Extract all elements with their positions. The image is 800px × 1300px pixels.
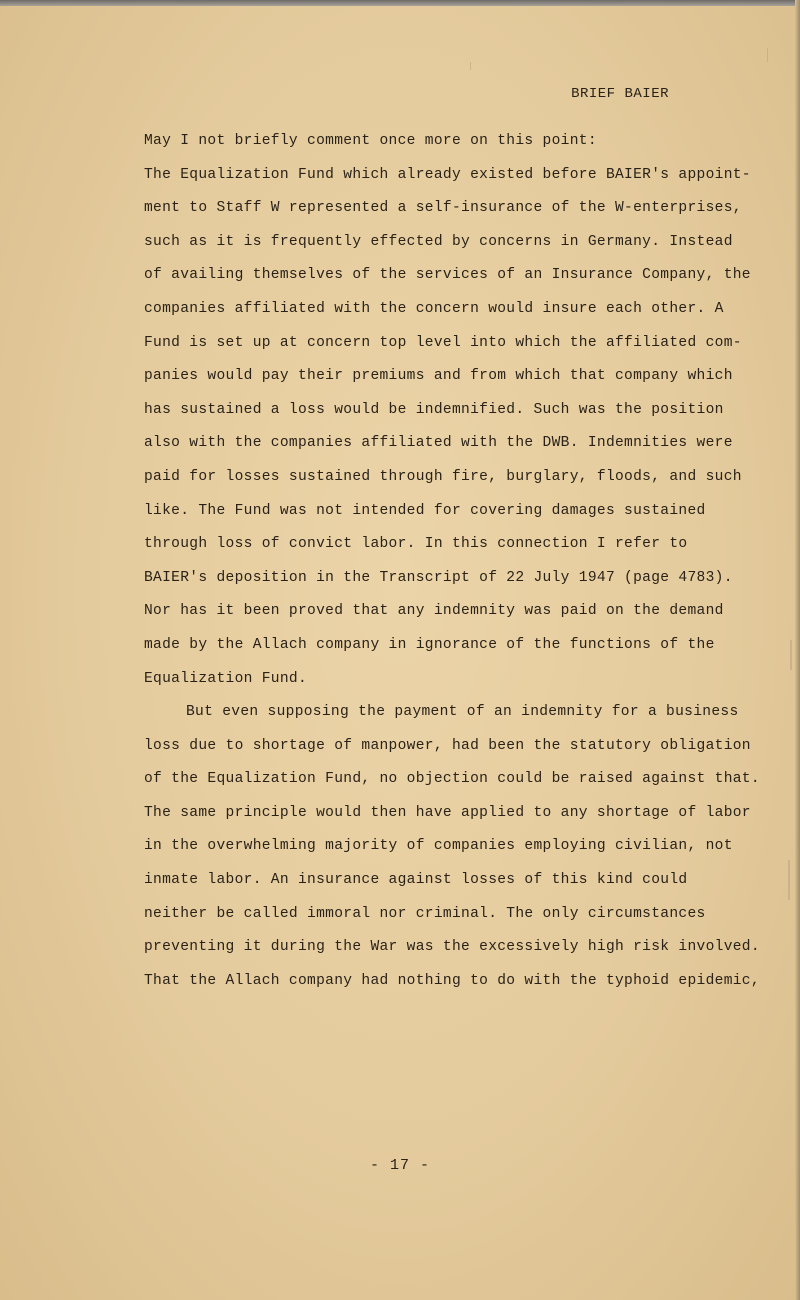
text-line: paid for losses sustained through fire, burglary, floods, and such xyxy=(144,468,742,485)
paper-mark xyxy=(470,62,471,70)
text-line: loss due to shortage of manpower, had been the statutory obligation xyxy=(144,737,751,754)
text-line: The Equalization Fund which already existed before BAIER's appoint- xyxy=(144,166,751,183)
document-header: BRIEF BAIER xyxy=(571,86,669,102)
paragraph-start-line: But even supposing the payment of an indemnity for a business xyxy=(186,704,739,721)
paper-mark xyxy=(790,640,792,670)
text-line: Fund is set up at concern top level into which the affiliated com- xyxy=(144,334,742,351)
text-line: made by the Allach company in ignorance of the functions of the xyxy=(144,636,715,653)
paper-mark xyxy=(767,48,768,62)
page-number: - 17 - xyxy=(369,1157,430,1174)
text-line: like. The Fund was not intended for covering damages sustained xyxy=(144,502,706,519)
text-line: has sustained a loss would be indemnified. Such was the position xyxy=(144,401,724,418)
text-line: neither be called immoral nor criminal. The only circumstances xyxy=(144,905,706,922)
paper-mark xyxy=(788,860,790,900)
text-line: Equalization Fund. xyxy=(144,670,308,687)
text-line: That the Allach company had nothing to do with the typhoid epidemic, xyxy=(144,972,760,989)
text-line: of availing themselves of the services of an Insurance Company, the xyxy=(144,267,751,284)
right-edge xyxy=(795,0,800,1300)
text-line: The same principle would then have applied to any shortage of labor xyxy=(144,804,751,821)
text-line: inmate labor. An insurance against losses of this kind could xyxy=(144,872,688,889)
text-line: in the overwhelming majority of companies employing civilian, not xyxy=(144,838,733,855)
text-line: Nor has it been proved that any indemnity was paid on the demand xyxy=(144,603,724,620)
text-line: companies affiliated with the concern would insure each other. A xyxy=(144,300,724,317)
text-line: BAIER's deposition in the Transcript of 22 July 1947 (page 4783). xyxy=(144,569,733,586)
top-edge xyxy=(0,0,800,6)
document-body xyxy=(144,130,760,1003)
text-line: through loss of convict labor. In this connection I refer to xyxy=(144,536,688,553)
text-line: preventing it during the War was the excessively high risk involved. xyxy=(144,939,760,956)
text-line: of the Equalization Fund, no objection could be raised against that. xyxy=(144,771,760,788)
text-line: also with the companies affiliated with the DWB. Indemnities were xyxy=(144,435,733,452)
text-line: such as it is frequently effected by concerns in Germany. Instead xyxy=(144,233,733,250)
text-line: May I not briefly comment once more on this point: xyxy=(144,133,597,149)
text-line: panies would pay their premiums and from which that company which xyxy=(144,368,733,385)
text-line: ment to Staff W represented a self-insurance of the W-enterprises, xyxy=(144,200,742,217)
